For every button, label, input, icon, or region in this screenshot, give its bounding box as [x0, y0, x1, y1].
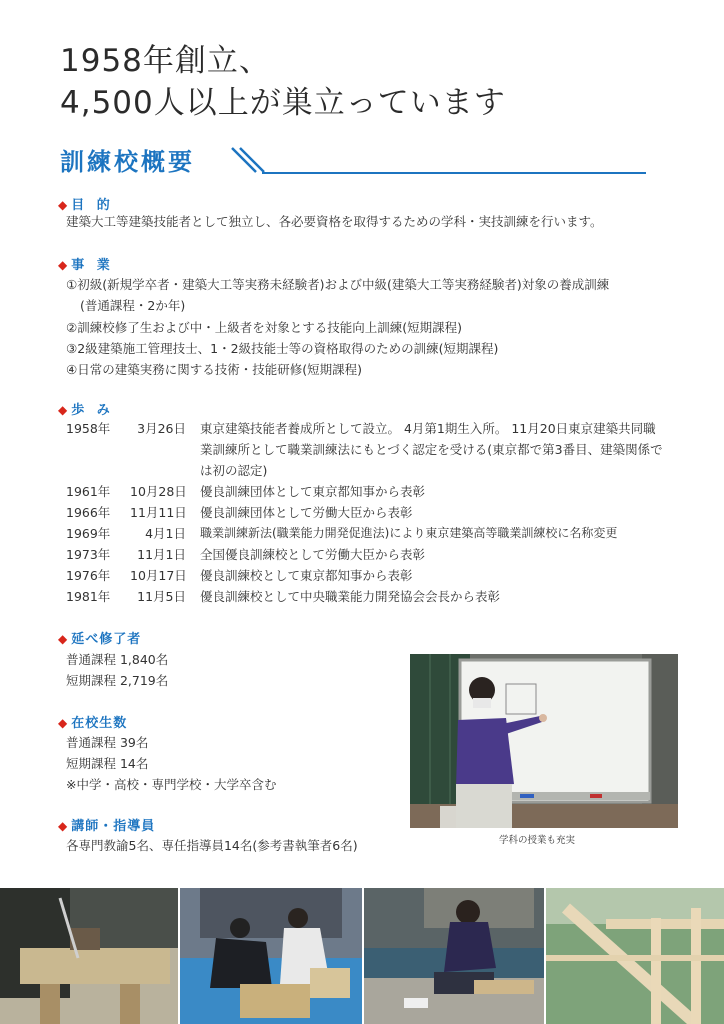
business-item: ②訓練校修了生および中・上級者を対象とする技能向上訓練(短期課程) [66, 320, 462, 335]
history-row [66, 565, 666, 586]
instructors-text: 各専門教諭5名、専任指導員14名(参考書執筆者6名) [66, 838, 358, 853]
slash-decoration-icon [228, 146, 268, 174]
business-item: ③2級建築施工管理技士、1・2級技能士等の資格取得のための訓練(短期課程) [66, 341, 499, 356]
history-year: 1966年 [66, 505, 111, 520]
title-rule [262, 172, 646, 174]
headline-line2: 4,500人以上が巣立っています [60, 85, 506, 121]
photo-caption: 学科の授業も充実 [499, 835, 576, 846]
graduates-row: 短期課程 2,719名 [66, 673, 169, 688]
students-note: ※中学・高校・専門学校・大学卒含む [66, 777, 277, 792]
history-year: 1969年 [66, 526, 111, 541]
section-title: 訓練校概要 [60, 148, 195, 176]
purpose-heading: ◆ 目 的 [58, 198, 114, 213]
students-row: 短期課程 14名 [66, 756, 149, 771]
frame-model-photo [546, 888, 724, 1024]
business-item: (普通課程・2か年) [80, 298, 186, 313]
woodwork-photo [0, 888, 178, 1024]
headline [60, 40, 506, 124]
history-text: 全国優良訓練校として労働大臣から表彰 [200, 547, 426, 562]
history-text: 優良訓練校として東京都知事から表彰 [200, 568, 413, 583]
diamond-bullet-icon: ◆ [58, 716, 68, 730]
history-list [66, 418, 666, 607]
history-date: 11月1日 [137, 547, 186, 562]
history-heading: ◆ 歩 み [58, 403, 114, 418]
history-text: 職業訓練新法(職業能力開発促進法)により東京建築高等職業訓練校に名称変更 [200, 526, 618, 540]
history-year: 1958年 [66, 421, 111, 436]
graduates-row: 普通課程 1,840名 [66, 652, 169, 667]
students-row: 普通課程 39名 [66, 735, 149, 750]
workshop-photo [180, 888, 362, 1024]
history-row [66, 502, 666, 523]
instructors-heading: ◆ 講師・指導員 [58, 819, 156, 834]
history-date: 3月26日 [137, 421, 186, 436]
history-year: 1981年 [66, 589, 111, 604]
diamond-bullet-icon: ◆ [58, 632, 68, 646]
history-text: 東京建築技能者養成所として設立。 4月第1期生入所。 11月20日東京建築共同職業訓練所として職業訓練法にもとづく認定を受ける(東京都で第3番目、建築関係では初の認定) [200, 421, 663, 478]
history-year: 1961年 [66, 484, 111, 499]
history-row [66, 586, 666, 607]
history-text: 優良訓練団体として東京都知事から表彰 [200, 484, 426, 499]
history-text: 優良訓練校として中央職業能力開発協会会長から表彰 [200, 589, 501, 604]
history-date: 10月17日 [130, 568, 187, 583]
history-text: 優良訓練団体として労働大臣から表彰 [200, 505, 413, 520]
history-date: 10月28日 [130, 484, 187, 499]
diamond-bullet-icon: ◆ [58, 819, 68, 833]
chisel-photo [364, 888, 544, 1024]
business-item: ④日常の建築実務に関する技術・技能研修(短期課程) [66, 362, 362, 377]
headline-line1: 1958年創立、 [60, 43, 271, 79]
diamond-bullet-icon: ◆ [58, 403, 68, 417]
history-row [66, 523, 666, 544]
history-date: 11月11日 [130, 505, 187, 520]
history-year: 1973年 [66, 547, 111, 562]
purpose-text: 建築大工等建築技能者として独立し、各必要資格を取得するための学科・実技訓練を行います。 [66, 214, 603, 229]
history-row [66, 544, 666, 565]
graduates-heading: ◆ 延べ修了者 [58, 632, 142, 647]
business-item: ①初級(新規学卒者・建築大工等実務未経験者)および中級(建築大工等実務経験者)対象の養成訓練 [66, 277, 610, 292]
history-row [66, 418, 666, 481]
classroom-photo [410, 654, 678, 828]
business-heading: ◆ 事 業 [58, 258, 114, 273]
students-heading: ◆ 在校生数 [58, 716, 128, 731]
history-date: 4月1日 [145, 526, 186, 541]
history-date: 11月5日 [137, 589, 186, 604]
history-year: 1976年 [66, 568, 111, 583]
diamond-bullet-icon: ◆ [58, 258, 68, 272]
diamond-bullet-icon: ◆ [58, 198, 68, 212]
history-row [66, 481, 666, 502]
